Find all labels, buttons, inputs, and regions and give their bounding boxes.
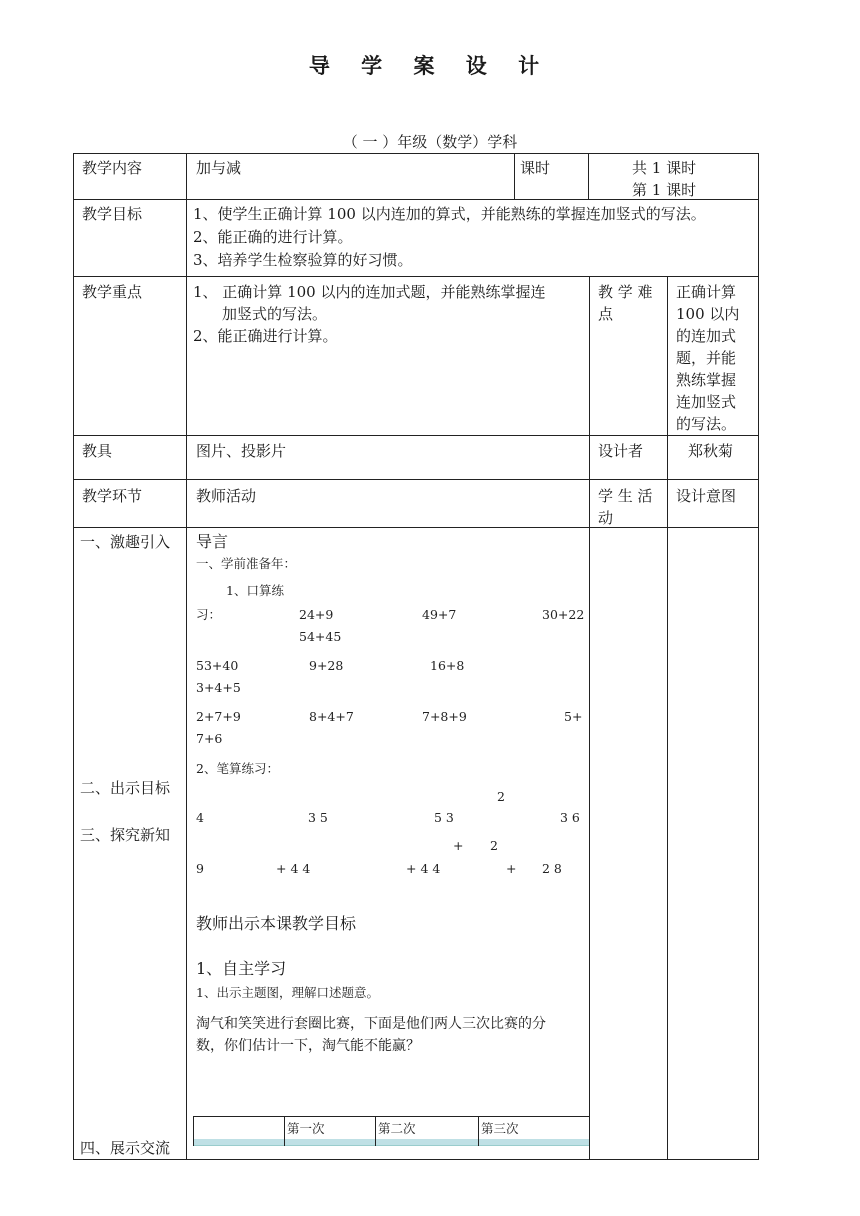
difficulty-line: 正确计算 <box>676 283 737 301</box>
oral-item: 2+7+9 <box>196 709 241 724</box>
oral-item: 16+8 <box>430 658 465 673</box>
teacher-activity-header: 教师活动 <box>196 487 257 505</box>
prep-heading: 一、学前准备年： <box>196 556 297 571</box>
oral-heading: 1、口算练 <box>226 583 284 598</box>
written-heading: 2、笔算练习： <box>196 761 279 776</box>
score-col-header: 第三次 <box>481 1121 519 1136</box>
designer-name: 郑秋菊 <box>688 442 734 460</box>
written-item: 3 6 <box>560 810 580 825</box>
story-line: 数，你们估计一下，淘气能不能赢？ <box>196 1038 420 1054</box>
period-total: 共 1 课时 <box>632 159 697 177</box>
oral-item: 3+4+5 <box>196 680 241 695</box>
design-intent-header: 设计意图 <box>676 487 737 505</box>
stage-label: 三、探究新知 <box>80 826 171 844</box>
oral-item: 9+28 <box>309 658 344 673</box>
written-item: 4 <box>196 810 204 825</box>
student-activity-header-2: 动 <box>598 509 614 527</box>
materials-value: 图片、投影片 <box>196 442 287 460</box>
label-designer: 设计者 <box>598 442 644 460</box>
written-item: + 4 4 <box>276 861 311 876</box>
oral-item: 53+40 <box>196 658 239 673</box>
intro-heading: 导言 <box>196 532 229 551</box>
oral-item: 5+ <box>564 709 583 724</box>
written-item: + <box>453 838 464 853</box>
difficulty-line: 100 以内 <box>676 305 740 323</box>
key-point-line: 1、 正确计算 100 以内的连加式题，并能熟练掌握连 <box>193 283 546 301</box>
written-item: + <box>506 861 517 876</box>
oral-item: 24+9 <box>299 607 334 622</box>
written-item: 2 <box>497 789 505 804</box>
oral-item: 7+6 <box>196 731 223 746</box>
label-difficulty-2: 点 <box>598 305 614 323</box>
written-item: 2 <box>490 838 498 853</box>
written-item: 3 5 <box>308 810 328 825</box>
label-objectives: 教学目标 <box>82 205 143 223</box>
difficulty-line: 的写法。 <box>676 415 737 433</box>
oral-item: 8+4+7 <box>309 709 354 724</box>
oral-item: 7+8+9 <box>422 709 467 724</box>
oral-item: 54+45 <box>299 629 342 644</box>
score-col-header: 第一次 <box>287 1121 325 1136</box>
score-col-header: 第二次 <box>378 1121 416 1136</box>
objective-line: 3、培养学生检察验算的好习惯。 <box>193 251 413 269</box>
show-picture-line: 1、出示主题图，理解口述题意。 <box>196 985 379 1000</box>
oral-item: 30+22 <box>542 607 585 622</box>
written-item: + 4 4 <box>406 861 441 876</box>
label-content: 教学内容 <box>82 159 143 177</box>
stage-label: 二、出示目标 <box>80 779 171 797</box>
content-value: 加与减 <box>196 159 242 177</box>
objective-line: 2、能正确的进行计算。 <box>193 228 353 246</box>
goal-line: 教师出示本课教学目标 <box>196 914 357 933</box>
label-stage: 教学环节 <box>82 487 143 505</box>
label-period: 课时 <box>520 159 551 177</box>
document-subtitle: （ 一 ）年级（数学）学科 <box>342 133 518 151</box>
stage-label: 一、激趣引入 <box>80 533 171 551</box>
difficulty-line: 题，并能 <box>676 349 737 367</box>
objective-line: 1、使学生正确计算 100 以内连加的算式，并能熟练的掌握连加竖式的写法。 <box>193 205 706 223</box>
label-materials: 教具 <box>82 442 113 460</box>
oral-item: 习： <box>196 607 222 622</box>
story-line: 淘气和笑笑进行套圈比赛，下面是他们两人三次比赛的分 <box>196 1016 546 1032</box>
key-point-line: 2、能正确进行计算。 <box>193 327 338 345</box>
document-title: 导 学 案 设 计 <box>308 53 552 78</box>
difficulty-line: 的连加式 <box>676 327 737 345</box>
difficulty-line: 连加竖式 <box>676 393 737 411</box>
oral-item: 49+7 <box>422 607 457 622</box>
label-key-points: 教学重点 <box>82 283 143 301</box>
key-point-line: 加竖式的写法。 <box>222 305 328 323</box>
written-item: 9 <box>196 861 204 876</box>
self-study-heading: 1、自主学习 <box>196 959 287 978</box>
written-item: 5 3 <box>434 810 454 825</box>
period-current: 第 1 课时 <box>632 181 697 199</box>
difficulty-line: 熟练掌握 <box>676 371 737 389</box>
stage-label: 四、展示交流 <box>80 1139 171 1157</box>
student-activity-header: 学 生 活 <box>598 487 653 505</box>
written-item: 2 8 <box>542 861 562 876</box>
label-difficulty: 教 学 难 <box>598 283 653 301</box>
